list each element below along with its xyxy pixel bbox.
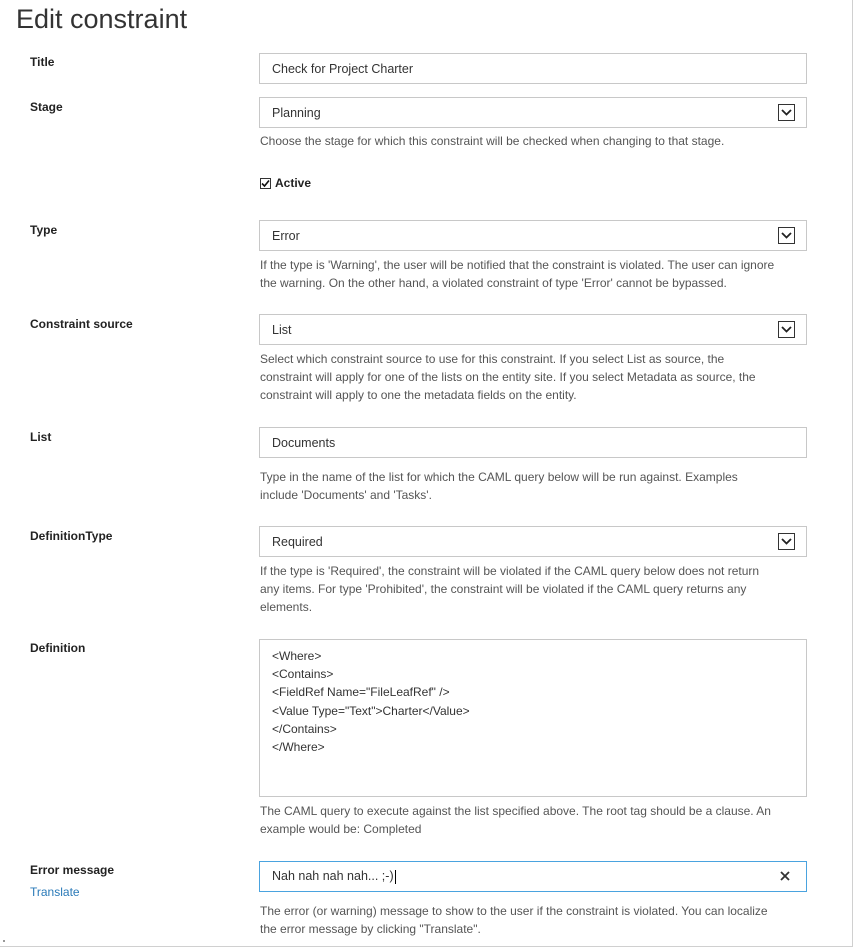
chevron-down-icon[interactable] <box>778 227 795 244</box>
error-message-help-line: The error (or warning) message to show to the user if the constraint is violated. You can localize <box>260 904 768 918</box>
stage-help: Choose the stage for which this constraint will be checked when changing to that stage. <box>260 134 725 148</box>
list-help-line: include 'Documents' and 'Tasks'. <box>260 488 432 502</box>
constraint-source-select-value: List <box>272 322 292 337</box>
constraint-source-help-line: constraint will apply to one the metadata fields on the entity. <box>260 388 577 402</box>
title-label: Title <box>30 55 55 69</box>
stage-select[interactable] <box>259 97 807 128</box>
type-help <box>260 256 808 292</box>
title-input[interactable] <box>259 53 807 84</box>
constraint-source-help-line: Select which constraint source to use for this constraint. If you select List as source, the <box>260 352 725 366</box>
type-label: Type <box>30 223 58 237</box>
definition-help-line: example would be: Completed <box>260 822 422 836</box>
definition-line: <FieldRef Name="FileLeafRef" /> <box>272 685 450 700</box>
definition-line: <Contains> <box>272 667 334 682</box>
definition-line: </Where> <box>272 740 325 755</box>
definition-line: <Where> <box>272 649 322 663</box>
list-input-value: Documents <box>272 435 336 450</box>
definition-type-label: DefinitionType <box>30 529 113 543</box>
page-title: Edit constraint <box>16 4 188 34</box>
translate-link[interactable]: Translate <box>30 885 80 899</box>
stage-select-value: Planning <box>272 105 321 120</box>
text-caret <box>395 870 396 884</box>
list-help-line: Type in the name of the list for which the CAML query below will be run against. Examples <box>260 470 738 484</box>
definition-help <box>260 802 808 838</box>
definition-line: <Value Type="Text">Charter</Value> <box>272 703 470 718</box>
error-message-input-value <box>272 869 794 884</box>
title-input-value: Check for Project Charter <box>272 61 414 76</box>
type-help-line: the warning. On the other hand, a violated constraint of type 'Error' cannot be bypassed. <box>260 276 727 290</box>
error-message-help <box>260 902 808 938</box>
definition-type-select[interactable] <box>259 526 807 557</box>
corner-mark <box>3 940 5 942</box>
definition-help-line: The CAML query to execute against the list specified above. The root tag should be a clause. An <box>260 804 771 818</box>
constraint-source-help <box>260 350 808 404</box>
definition-textarea[interactable] <box>259 639 807 797</box>
constraint-source-help-line: constraint will apply for one of the lists on the entity site. If you select Metadata as source, the <box>260 370 756 384</box>
definition-type-help-line: If the type is 'Required', the constraint will be violated if the CAML query below does not return <box>260 564 760 578</box>
type-help-line: If the type is 'Warning', the user will be notified that the constraint is violated. The user can ignore <box>260 258 775 272</box>
list-label: List <box>30 430 52 444</box>
error-message-input[interactable] <box>259 861 807 892</box>
chevron-down-icon[interactable] <box>778 104 795 121</box>
checkmark-icon <box>261 179 270 188</box>
type-select-value: Error <box>272 228 300 243</box>
type-select[interactable] <box>259 220 807 251</box>
error-message-help-line: the error message by clicking "Translate". <box>260 922 481 936</box>
chevron-down-icon[interactable] <box>778 533 795 550</box>
definition-line: </Contains> <box>272 721 337 736</box>
error-message-label: Error message <box>30 863 115 877</box>
active-checkbox-row[interactable] <box>260 176 311 190</box>
close-icon[interactable] <box>778 869 792 883</box>
list-help <box>260 468 808 504</box>
definition-type-select-value: Required <box>272 534 323 549</box>
definition-type-help-line: elements. <box>260 600 313 614</box>
chevron-down-icon[interactable] <box>778 321 795 338</box>
constraint-source-label: Constraint source <box>30 317 133 331</box>
list-input[interactable] <box>259 427 807 458</box>
definition-type-help-line: any items. For type 'Prohibited', the constraint will be violated if the CAML query returns any <box>260 582 747 596</box>
error-message-text: Nah nah nah nah... ;-) <box>272 869 394 884</box>
active-label: Active <box>275 176 312 190</box>
constraint-source-select[interactable] <box>259 314 807 345</box>
definition-label: Definition <box>30 641 86 655</box>
stage-label: Stage <box>30 100 63 114</box>
active-checkbox[interactable] <box>260 178 271 189</box>
definition-type-help <box>260 562 808 616</box>
